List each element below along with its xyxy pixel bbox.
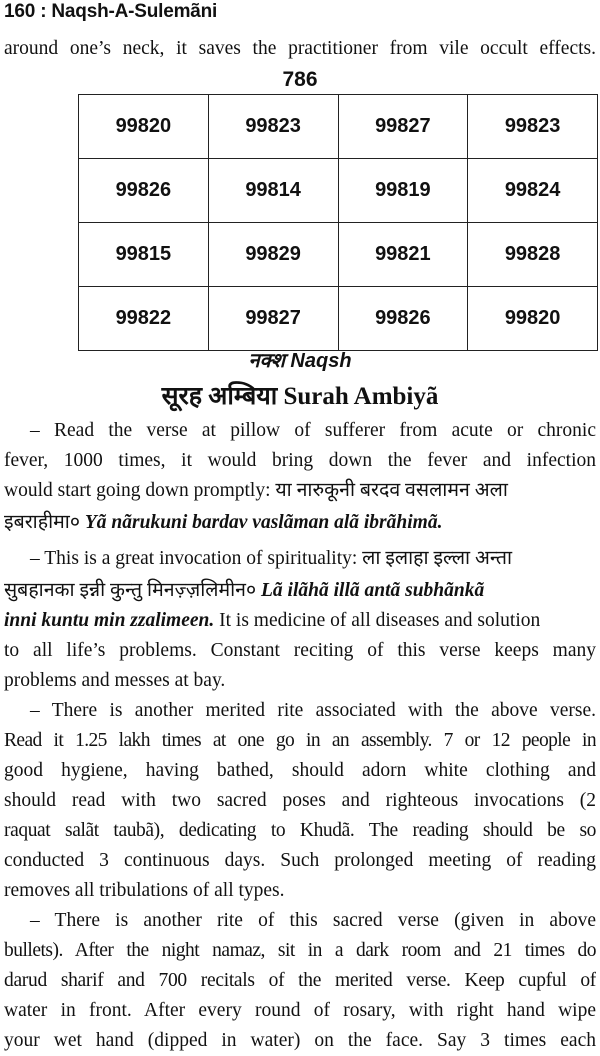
grid-cell: 99822 <box>79 287 209 351</box>
para2-line1 <box>4 544 596 574</box>
para3-line2: Read it 1.25 lakh times at one go in an assembly. 7 or 12 people in <box>4 730 596 751</box>
grid-cell: 99823 <box>468 95 598 159</box>
grid-cell: 99826 <box>338 287 468 351</box>
grid-row <box>79 95 598 159</box>
para2-transliteration-b: inni kuntu min zzalimeen. <box>4 610 215 631</box>
grid-cell: 99827 <box>338 95 468 159</box>
para4-line4: water in front. After every round of rosary, with right hand wipe <box>4 1000 596 1021</box>
surah-heading <box>0 378 600 412</box>
para3-line3: good hygiene, having bathed, should adorn white clothing and <box>4 760 596 781</box>
grid-cell: 99821 <box>338 223 468 287</box>
para1-line4 <box>4 508 596 538</box>
grid-cell: 99826 <box>79 159 209 223</box>
grid-row <box>79 159 598 223</box>
naqsh-grid <box>78 94 598 351</box>
para2-line2-hindi: सुबहानका इन्नी कुन्तु मिनज़्ज़लिमीन० <box>4 580 262 601</box>
grid-cell: 99819 <box>338 159 468 223</box>
caption-english: Naqsh <box>290 350 352 372</box>
para1-line3 <box>4 476 596 506</box>
para2-line2 <box>4 576 596 606</box>
grid-cell: 99820 <box>468 287 598 351</box>
para4-line1: – There is another rite of this sacred verse (given in above <box>30 910 596 931</box>
grid-cell: 99827 <box>208 287 338 351</box>
para2-line1-hindi: ला इलाहा इल्ला अन्ता <box>362 548 513 569</box>
para2-line3 <box>4 606 596 636</box>
para1-line2: fever, 1000 times, it would bring down the fever and infection <box>4 450 596 471</box>
grid-cell: 99815 <box>79 223 209 287</box>
para4-line2: bullets). After the night namaz, sit in a dark room and 21 times do <box>4 940 596 961</box>
grid-row <box>79 223 598 287</box>
surah-heading-hindi: सूरह अम्बिया <box>161 383 278 410</box>
para1-line3-hindi: या नारुकूनी बरदव वसलामन अला <box>275 480 508 501</box>
para2-line4: to all life’s problems. Constant reciting of this verse keeps many <box>4 640 596 661</box>
book-title: Naqsh-A-Sulemãni <box>51 1 218 22</box>
grid-cell: 99828 <box>468 223 598 287</box>
para2-line3-text: It is medicine of all diseases and solution <box>214 610 541 631</box>
grid-cell: 99820 <box>79 95 209 159</box>
surah-heading-english: Surah Ambiyã <box>283 383 439 410</box>
para3-line7: removes all tribulations of all types. <box>4 880 285 901</box>
para4-line3: darud sharif and 700 recitals of the merited verse. Keep cupful of <box>4 970 596 991</box>
grid-title: 786 <box>282 68 318 91</box>
para2-transliteration-a: Lã ilãhã illã antã subhãnkã <box>261 580 485 601</box>
running-header <box>4 1 217 23</box>
para4-line5: your wet hand (dipped in water) on the face. Say 3 times each <box>4 1030 596 1051</box>
para3-line5: raquat salãt taubã), dedicating to Khudã. The reading should be so <box>4 820 596 841</box>
para1-line1: – Read the verse at pillow of sufferer from acute or chronic <box>30 420 596 441</box>
intro-line: around one’s neck, it saves the practitioner from vile occult effects. <box>4 38 596 59</box>
grid-caption <box>0 346 600 373</box>
para2-line1-text: – This is a great invocation of spirituality: <box>30 548 363 569</box>
para3-line4: should read with two sacred poses and righteous invocations (2 <box>4 790 596 811</box>
grid-row <box>79 287 598 351</box>
para1-line3-text: would start going down promptly: <box>4 480 276 501</box>
grid-cell: 99814 <box>208 159 338 223</box>
para1-transliteration: Yã nãrukuni bardav vaslãman alã ibrãhimã. <box>84 512 443 533</box>
para3-line1: – There is another merited rite associated with the above verse. <box>30 700 596 721</box>
para3-line6: conducted 3 continuous days. Such prolonged meeting of reading <box>4 850 596 871</box>
caption-hindi: नक्श <box>248 350 285 372</box>
para2-line5: problems and messes at bay. <box>4 670 226 691</box>
page-number: 160 <box>4 1 36 22</box>
para1-line4-hindi: इबराहीमा० <box>4 512 85 533</box>
grid-cell: 99823 <box>208 95 338 159</box>
grid-cell: 99824 <box>468 159 598 223</box>
grid-cell: 99829 <box>208 223 338 287</box>
header-separator: : <box>35 1 52 22</box>
